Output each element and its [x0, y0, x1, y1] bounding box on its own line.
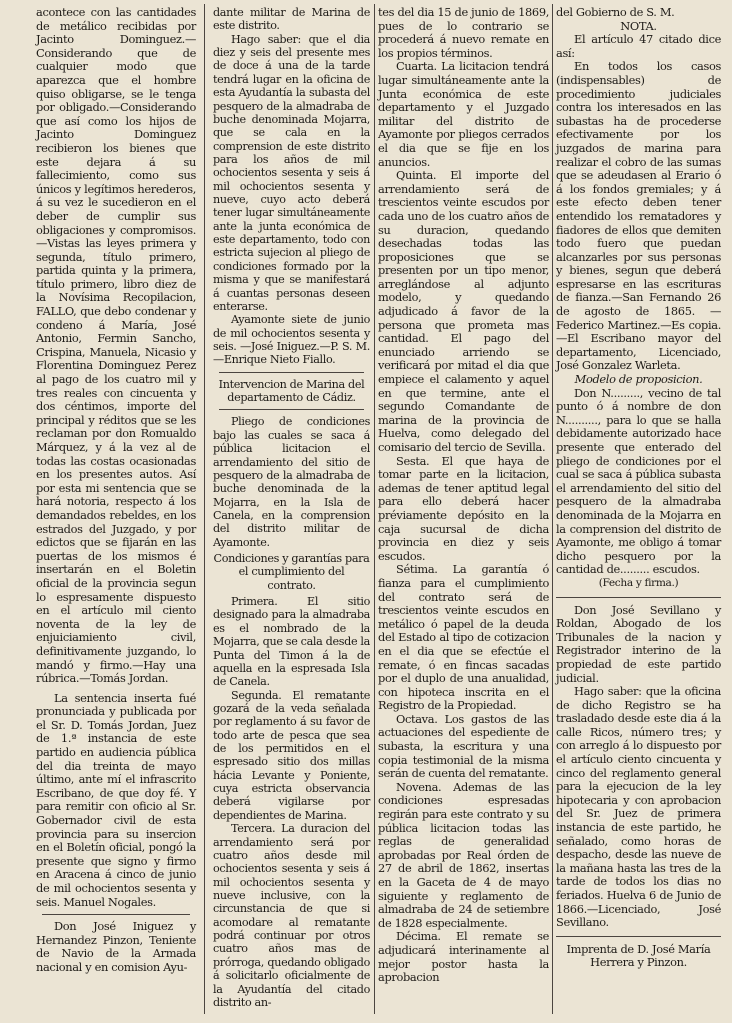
paragraph-c4-5: Modelo de proposicion. — [574, 372, 703, 387]
column-1 — [36, 6, 196, 975]
paragraph-c2-3: Ayamonte siete de junio de mil ochocientos sesenta y seis. —José Iniguez.—P. S. M. —Enrique Nieto Fiallo. — [213, 313, 370, 367]
paragraph-c2-1: dante militar de Marina de este distrito. — [213, 6, 370, 33]
paragraph-c4-12: Imprenta de D. José María Herrera y Pinzon. — [566, 941, 711, 970]
paragraph-c4-7: (Fecha y firma.) — [598, 576, 679, 589]
paragraph-c2-9: Primera. El sitio designado para la almadraba es el nombrado de la Mojarra, que se cala desde la Punta del Timon á la de aquella en la espresada Isla de Canela. — [213, 595, 370, 689]
rule-c2-6 — [219, 409, 364, 410]
paragraph-c4-10: Hago saber: que la oficina de dicho Registro se ha trasladado desde este dia á la calle Ricos, número tres; y con arreglo á lo dispuesto por el artículo ciento cincuenta y cinco del reglamento general para la ejecucion de la ley hipotecaria y con aprobacion del Sr. Juez de primera instancia de este partido, he señalado, como horas de despacho, desde las nueve de la mañana hasta las tres de la tarde de todos los dias no feriados. Huelva 6 de Junio de 1866.—Licenciado, José Sevillano. — [556, 684, 721, 930]
column-rule-3 — [552, 4, 553, 1014]
rule-c2-4 — [219, 372, 364, 373]
paragraph-c4-2: NOTA. — [620, 18, 657, 33]
column-rule-2 — [374, 4, 375, 1014]
column-2 — [213, 6, 370, 1009]
paragraph-c2-7: Pliego de condiciones bajo las cuales se saca á pública licitacion el arrendamiento del sitio de pesquero de la almadraba de buche denominada de la Mojarra, en la Isla de Canela, en la comprension del distrito militar de Ayamonte. — [213, 415, 370, 549]
paragraph-c1-2: La sentencia inserta fué pronunciada y publicada por el Sr. D. Tomás Jordan, Juez de 1.ª instancia de este partido en audiencia pública del dia treinta de mayo último, ante mí el infrascrito Escribano, de que doy fé. Y para remitir con oficio al Sr. Gobernador civil de esta provincia para su insercion en el Boletín oficial, pongó la presente que signo y firmo en Aracena á cinco de junio de mil ochocientos sesenta y seis. Manuel Nogales. — [36, 690, 196, 909]
paragraph-c4-3: El artículo 47 citado dice así: — [556, 32, 721, 60]
paragraph-c3-6: Octava. Los gastos de las actuaciones del espediente de subasta, la escritura y una copia testimonial de la misma serán de cuenta del rematante. — [378, 711, 549, 781]
paragraph-c3-5: Sétima. La garantía ó fianza para el cumplimiento del contrato será de trescientos veinte escudos en metálico ó papel de la deuda del Estado al tipo de cotizacion en el dia que se efectúe el remate, ó en fincas sacadas por el duplo de una anualidad, con hipoteca inscrita en el Registro de la Propiedad. — [378, 562, 549, 713]
paragraph-c3-8: Décima. El remate se adjudicará interinamente al mejor postor hasta la aprobacion — [378, 929, 549, 985]
column-3 — [378, 6, 549, 985]
paragraph-c2-10: Segunda. El rematante gozará de la veda señalada por reglamento á su favor de todo arte de pesca que sea de los permitidos en el espresado sitio dos millas hácia Levante y Poniente, cuya estricta observancia deberá vigilarse por dependientes de Marina. — [213, 688, 370, 822]
paragraph-c3-1: tes del dia 15 de junio de 1869, pues de lo contrario se procederá á nuevo remate en los propios términos. — [378, 5, 549, 60]
rule-c4-11 — [556, 936, 721, 937]
paragraph-c4-4: En todos los casos (indispensables) de procedimiento judiciales contra los interesados en las subastas ha de procederse efectivamente por los juzgados de marina para realizar el cobro de las sumas que se adeudasen al Erario ó á los fondos gremiales; y á este efecto deben tener entendido los rematadores y fiadores de ellos que demiten todo fuero que puedan alcanzarles por sus personas y bienes, segun que deberá espresarse en las escrituras de fianza.—San Fernando 26 de agosto de 1865. —Federico Martinez.—Es copia.—El Escribano mayor del departamento, Licenciado, José Gonzalez Warleta. — [556, 59, 721, 373]
column-rule-1 — [204, 4, 205, 1014]
rule-c4-8 — [556, 597, 721, 598]
paragraph-c3-3: Quinta. El importe del arrendamiento será de trescientos veinte escudos por cada uno de los cuatro años de su duracion, quedando desechadas todas las proposiciones que se presenten por un tipo menor, arreglándose al adjunto modelo, y quedando adjudicado á favor de la persona que prometa mas cantidad. El pago del enunciado arriendo se verificará por mitad el dia que empiece el calamento y aquel en que termine, ante el segundo Comandante de marina de la provincia de Huelva, como delegado del comisario del tercio de Sevilla. — [378, 168, 549, 454]
paragraph-c2-2: Hago saber: que el dia diez y seis del presente mes de doce á una de la tarde tendrá lugar en la oficina de esta Ayudantía la subasta del pesquero de la almadraba de buche denominada Mojarra, que se cala en la comprension de este distrito para los años de mil ochocientos sesenta y seis á mil ochocientos sesenta y nueve, cuyo acto deberá tener lugar simultáneamente ante la junta económica de este departamento, todo con estricta sujecion al pliego de condiciones formado por la misma y que se manifestará á cuantas personas deseen enterarse. — [213, 32, 370, 313]
rule-c1-3 — [42, 914, 190, 915]
paragraph-c1-4: Don José Iniguez y Hernandez Pinzon, Teniente de Navio de la Armada nacional y en comision Ayu- — [36, 919, 196, 974]
paragraph-c3-7: Novena. Ademas de las condiciones espresadas regirán para este contrato y su pública licitacion todas las reglas de generalidad aprobadas por Real órden de 27 de abril de 1862, insertas en la Gaceta de 4 de mayo siguiente y reglamento de almadraba de 24 de setiembre de 1828 especialmente. — [378, 779, 549, 930]
paragraph-c3-2: Cuarta. La licitacion tendrá lugar simultáneamente ante la Junta económica de este departamento y el Juzgado militar del distrito de Ayamonte por pliegos cerrados el dia que se fije en los anuncios. — [378, 59, 549, 169]
paragraph-c3-4: Sesta. El que haya de tomar parte en la licitacion, ademas de tener aptitud legal para ello deberá hacer préviamente depósito en la caja sucursal de dicha provincia en diez y seis escudos. — [378, 453, 549, 563]
paragraph-c1-1: acontece con las cantidades de metálico recibidas por Jacinto Dominguez.—Considerando que de cualquier modo que aparezca que el hombre quiso obligarse, se le tenga por obligado.—Considerando que así como los hijos de Jacinto Dominguez recibieron los bienes que este dejara á su fallecimiento, como sus únicos y legítimos herederos, á su vez le sucedieron en el deber de cumplir sus obligaciones y compromisos.—Vistas las leyes primera y segunda, título primero, partida quinta y la primera, título primero, libro diez de la Novísima Recopilacion, FALLO, que debo condenar y condeno á María, José Antonio, Fermin Sancho, Crispina, Manuela, Nicasio y Florentina Dominguez Perez al pago de los cuatro mil y tres reales con cincuenta y dos céntimos, importe del principal y réditos que se les reclaman por don Romualdo Márquez, y á la vez al de todas las costas ocasionadas en los presentes autos. Así por esta mi sentencia que se hará notoria, respecto á los demandados rebeldes, en los estrados del Juzgado, y por edictos que se fijarán en las puertas de los mismos é insertarán en el Boletin oficial de la provincia segun lo espresamente dispuesto en el artículo mil ciento noventa de la ley de enjuiciamiento civil, definitivamente juzgando, lo mandó y firmo.—Hay una rúbrica.—Tomás Jordan. — [36, 5, 196, 686]
paragraph-c2-5: Intervencion de Marina del departamento de Cádiz. — [218, 377, 365, 405]
paragraph-c2-11: Tercera. La duracion del arrendamiento será por cuatro años desde mil ochocientos sesenta y seis á mil ochocientos sesenta y nueve inclusive, con la circunstancia de que si acomodare al rematante podrá continuar por otros cuatro años mas de prórroga, quedando obligado á solicitarlo oficialmente de la Ayudantía del citado distrito an- — [213, 822, 370, 1009]
paragraph-c2-8: Condiciones y garantías para el cumplimiento del contrato. — [213, 552, 370, 592]
paragraph-c4-6: Don N........., vecino de tal punto ó á nombre de don N.........., para lo que se halla debidamente autorizado hace presente que enterado del pliego de condiciones por el cual se saca á pública subasta el arrendamiento del sitio del pesquero de la almadraba denominada de la Mojarra en la comprension del distrito de Ayamonte, me obligo á tomar dicho pesquero por la cantidad de......... escudos. — [556, 385, 721, 577]
column-4 — [556, 6, 721, 970]
paragraph-c4-9: Don José Sevillano y Roldan, Abogado de los Tribunales de la nacion y Registrador interino de la propiedad de este partido judicial. — [556, 602, 721, 685]
paragraph-c4-1: del Gobierno de S. M. — [556, 5, 675, 19]
